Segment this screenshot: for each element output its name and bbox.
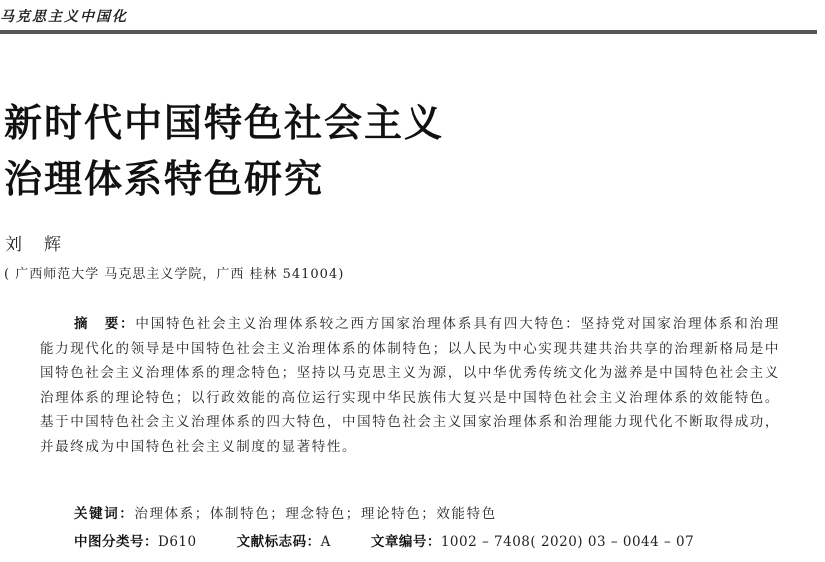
- document-code-label: 文献标志码：: [236, 534, 321, 550]
- abstract-label: 摘 要：: [74, 316, 136, 332]
- article-number-label: 文章编号：: [370, 534, 441, 550]
- document-code: [237, 530, 331, 550]
- article-number-value: 1002 – 7408( 2020) 03 – 0044 – 07: [440, 534, 695, 550]
- title-line-2: 治理体系特色研究: [4, 157, 325, 201]
- abstract-text: 中国特色社会主义治理体系较之西方国家治理体系具有四大特色：坚持党对国家治理体系和治理能力现代化的领导是中国特色社会主义治理体系的体制特色；以人民为中心实现共建共治共享的治理新格局是中国特色社会主义治理体系的理念特色；坚持以马克思主义为源，以中华优秀传统文化为滋养是中国特色社会主义治理体系的理论特色；以行政效能的高位运行实现中华民族伟大复兴是中国特色社会主义治理体系的效能特色。基于中国特色社会主义治理体系的四大特色，中国特色社会主义国家治理体系和治理能力现代化不断取得成功，并最终成为中国特色社会主义制度的显著特性。: [40, 316, 780, 455]
- keywords-label: 关键词：: [74, 506, 135, 522]
- article-meta: [74, 530, 694, 550]
- author-surname: 刘: [5, 235, 24, 255]
- clc-label: 中图分类号：: [74, 534, 158, 550]
- abstract: [40, 312, 780, 459]
- running-header: 马克思主义中国化: [0, 9, 128, 25]
- header-rule: [0, 30, 817, 34]
- title-line-1: 新时代中国特色社会主义: [4, 101, 445, 145]
- keywords: [74, 502, 497, 522]
- clc-value: D610: [158, 534, 197, 550]
- author: [5, 230, 63, 255]
- clc-number: [74, 530, 197, 550]
- author-given-name: 辉: [44, 235, 63, 255]
- article-number: [371, 530, 694, 550]
- affiliation: ( 广西师范大学 马克思主义学院，广西 桂林 541004): [4, 267, 345, 282]
- article-title: [4, 95, 444, 207]
- keywords-text: 治理体系；体制特色；理念特色；理论特色；效能特色: [134, 506, 497, 522]
- document-code-value: A: [320, 534, 331, 550]
